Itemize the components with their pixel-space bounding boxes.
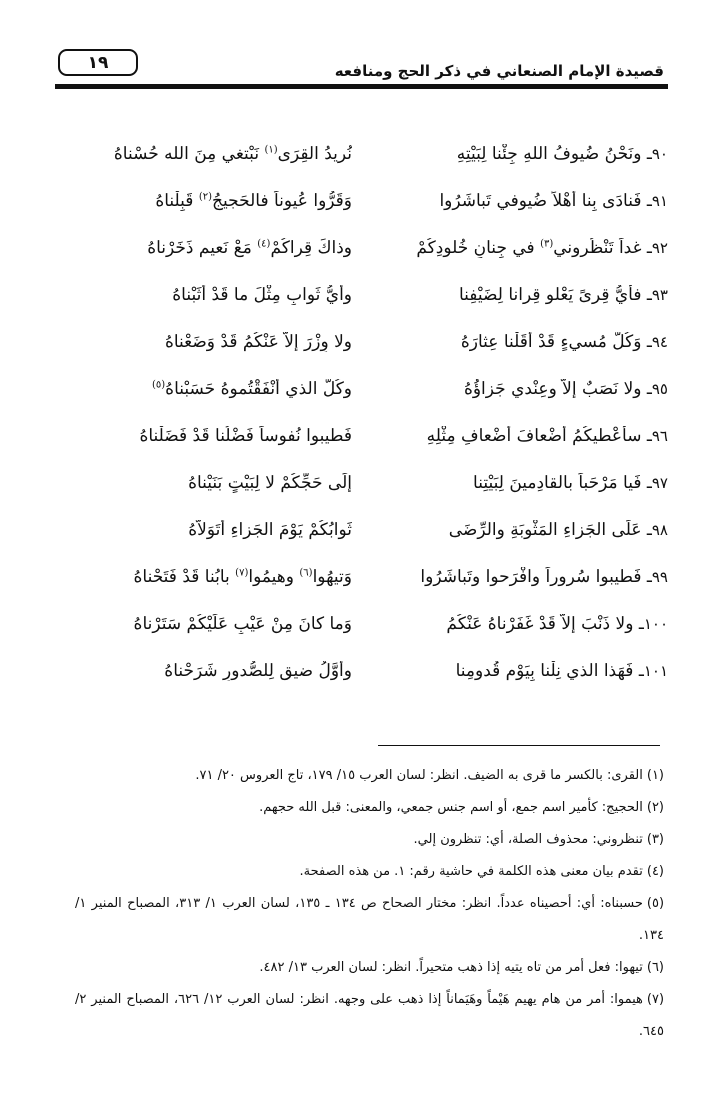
verse-text: مَعْ نَعيمٍ ذَخَرْناهُ <box>147 237 258 258</box>
verse-second-hemistich <box>70 520 352 540</box>
verse-first-hemistich <box>370 426 668 446</box>
footnote-marker: (١) <box>646 768 664 783</box>
verse <box>70 647 668 694</box>
verse <box>70 130 668 177</box>
verse-text: وأوَّلُ ضيقٍ لِلصُّدورِ شَرَحْناهُ <box>164 660 352 681</box>
verse-text: وذاكَ قِراكُمْ <box>270 237 352 258</box>
verse-number: ١٠٠ <box>643 614 668 633</box>
verse <box>70 459 668 506</box>
verse-text: وهيمُوا <box>248 566 300 587</box>
footnote-ref[interactable]: (٥) <box>151 378 166 390</box>
verse-first-hemistich <box>370 191 668 211</box>
verse-text: ـ غداً تَنْظُروني <box>553 237 652 258</box>
verse-text: ولا وِزْرَ إلاَّ عَنْكُمُ قَدْ وَضَعْناهُ <box>164 331 352 352</box>
verse-number: ١٠١ <box>643 661 668 680</box>
footnote-marker: (٧) <box>646 992 665 1007</box>
footnote <box>75 952 664 984</box>
verse-first-hemistich <box>370 473 668 493</box>
verse <box>70 224 668 271</box>
footnote-marker: (٦) <box>646 960 664 975</box>
verse-text: ـ فَهَذا الذي نِلْنا بِيَوْمِ قُدومِنا <box>455 660 644 681</box>
verse-first-hemistich <box>370 238 668 258</box>
running-title: قصيدة الإمام الصنعاني في ذكر الحج ومنافعه <box>334 62 664 80</box>
footnote-ref[interactable]: (٦) <box>299 566 313 578</box>
verse-second-hemistich <box>70 285 352 305</box>
verse-text: وَما كانَ مِنْ عَيْبٍ عَلَيْكُمْ سَتَرْناهُ <box>133 613 352 634</box>
verse-text: ـ فَطيبوا سُروراً وافْرَحوا وتَباشَرُوا <box>420 566 652 587</box>
verse-text: وَقَرُّوا عُيوناً فالحَجيجُ <box>212 190 352 211</box>
footnote <box>75 984 664 1048</box>
verse-second-hemistich <box>70 332 352 352</box>
verse-first-hemistich <box>370 379 668 399</box>
verse-number: ٩٩ <box>651 567 668 586</box>
verse-text: بابُنا قَدْ فَتَحْناهُ <box>133 566 236 587</box>
footnote-text: تقدم بيان معنى هذه الكلمة في حاشية رقم: ١. من هذه الصفحة. <box>299 864 643 879</box>
verse-text: نَبْتغي مِنَ الله حُسْناهُ <box>113 143 265 164</box>
verse <box>70 318 668 365</box>
verse <box>70 412 668 459</box>
verse-text: ـ سأُعْطيكُمُ أضْعافَ أضْعافِ مِثْلِهِ <box>426 425 652 446</box>
verse-number: ٩٥ <box>651 379 668 398</box>
verse-number: ٩٤ <box>651 332 668 351</box>
verse-first-hemistich <box>370 285 668 305</box>
footnote-ref[interactable]: (١) <box>264 143 278 155</box>
verse-text: فَطيبوا نُفوساً فَضْلُنا قَدْ فَضَلْناهُ <box>139 425 352 446</box>
footnotes <box>75 760 664 1048</box>
verse-text: نُريدُ القِرَى <box>277 143 352 164</box>
verse-number: ٩٧ <box>651 473 668 492</box>
verse-text: ثَوابُكُمْ يَوْمَ الجَزاءِ أتَوَلاَّهُ <box>188 519 352 540</box>
footnote-text: حسبناه: أي: أحصيناه عدداً. انظر: مختار الصحاح ص ١٣٤ ـ ١٣٥، لسان العرب ١/ ٣١٣، المصباح المنير ١/ ١٣٤. <box>75 896 664 943</box>
verse-first-hemistich <box>370 614 668 634</box>
footnote-marker: (٥) <box>646 896 665 911</box>
verse-text: ـ فَنادَى بِنا أهْلاً ضُيوفي تَباشَرُوا <box>439 190 652 211</box>
verse-number: ٩١ <box>651 191 668 210</box>
footnote <box>75 792 664 824</box>
page-number: ١٩ <box>58 49 138 76</box>
verse-number: ٩٨ <box>651 520 668 539</box>
verse-text: إلَى حَجِّكُمْ لا لِبَيْتٍ بَنَيْناهُ <box>188 472 352 493</box>
verse-text: ـ ونَحْنُ ضُيوفُ اللهِ جِئْنا لِبَيْتِهِ <box>456 143 652 164</box>
footnote-marker: (٢) <box>646 800 664 815</box>
verse-first-hemistich <box>370 144 668 164</box>
footnote <box>75 888 664 952</box>
verse-first-hemistich <box>370 520 668 540</box>
verse-text: وأيُّ ثَوابٍ مِثْلَ ما قَدْ أثَبْناهُ <box>172 284 352 305</box>
footnote-text: القرى: بالكسر ما قرى به الضيف. انظر: لسان العرب ١٥/ ١٧٩، تاج العروس ٢٠/ ٧١. <box>195 768 643 783</box>
footnote-text: هيموا: أمر من هام يهيم هَيْماً وهَيَماناً إذا ذهب على وجهه. انظر: لسان العرب ١٢/ ٦٢٦، المصباح المنير ٢/ ٦٤٥. <box>75 992 664 1039</box>
footnote-text: الحجيج: كأمير اسم جمع، أو اسم جنس جمعي، والمعنى: قبل الله حجهم. <box>259 800 643 815</box>
verse-first-hemistich <box>370 332 668 352</box>
footnote-ref[interactable]: (٣) <box>540 237 554 249</box>
verse-number: ٩٣ <box>651 285 668 304</box>
verse <box>70 553 668 600</box>
verse-text: ـ فَيا مَرْحَباً بالقادِمينَ لِبَيْتِنا <box>473 472 652 493</box>
verse-number: ٩٠ <box>651 144 668 163</box>
header-rule <box>55 84 668 89</box>
verse-text: ـ وَكُلُّ مُسيءٍ قَدْ أقَلْنا عِثارَهُ <box>460 331 652 352</box>
verse-second-hemistich <box>70 238 352 258</box>
footnote <box>75 760 664 792</box>
footnote-separator <box>378 745 660 746</box>
footnote-text: تيهوا: فعل أمر من تاه يتيه إذا ذهب متحيراً. انظر: لسان العرب ١٣/ ٤٨٢. <box>259 960 643 975</box>
poem <box>70 130 668 694</box>
verse-number: ٩٢ <box>651 238 668 257</box>
verse <box>70 506 668 553</box>
verse <box>70 600 668 647</box>
footnote-marker: (٣) <box>646 832 664 847</box>
verse-text: ـ ولا ذَنْبَ إلاَّ قَدْ غَفَرْناهُ عَنْكُمُ <box>446 613 644 634</box>
verse-second-hemistich <box>70 661 352 681</box>
verse-number: ٩٦ <box>651 426 668 445</box>
verse-second-hemistich <box>70 191 352 211</box>
verse-second-hemistich <box>70 426 352 446</box>
verse-text: ـ فأيُّ قِرىً يَعْلو قِرانا لِضَيْفِنا <box>459 284 652 305</box>
footnote-ref[interactable]: (٧) <box>235 566 249 578</box>
footnote-marker: (٤) <box>646 864 664 879</box>
verse-first-hemistich <box>370 661 668 681</box>
verse <box>70 177 668 224</box>
footnote <box>75 856 664 888</box>
verse <box>70 271 668 318</box>
footnote-ref[interactable]: (٤) <box>257 237 271 249</box>
verse <box>70 365 668 412</box>
footnote-text: تنظروني: محذوف الصلة، أي: تنظرون إلي. <box>413 832 643 847</box>
verse-second-hemistich <box>70 379 352 399</box>
verse-second-hemistich <box>70 614 352 634</box>
verse-second-hemistich <box>70 473 352 493</box>
verse-text: قَبِلْناهُ <box>155 190 199 211</box>
verse-text: وَتيهُوا <box>312 566 352 587</box>
verse-text: ـ عَلَى الجَزاءِ المَثْوبَةِ والرِّضَى <box>448 519 652 540</box>
footnote-ref[interactable]: (٢) <box>198 190 213 202</box>
verse-text: وكُلُّ الذي أنْفَقْتُموهُ حَسَبْناهُ <box>165 378 352 399</box>
verse-text: في جِنانِ خُلودِكُمْ <box>416 237 541 258</box>
verse-text: ـ ولا نَصَبٌ إلاَّ وعِنْدي جَزاؤُهُ <box>463 378 652 399</box>
footnote <box>75 824 664 856</box>
verse-first-hemistich <box>370 567 668 587</box>
verse-second-hemistich <box>70 144 352 164</box>
verse-second-hemistich <box>70 567 352 587</box>
